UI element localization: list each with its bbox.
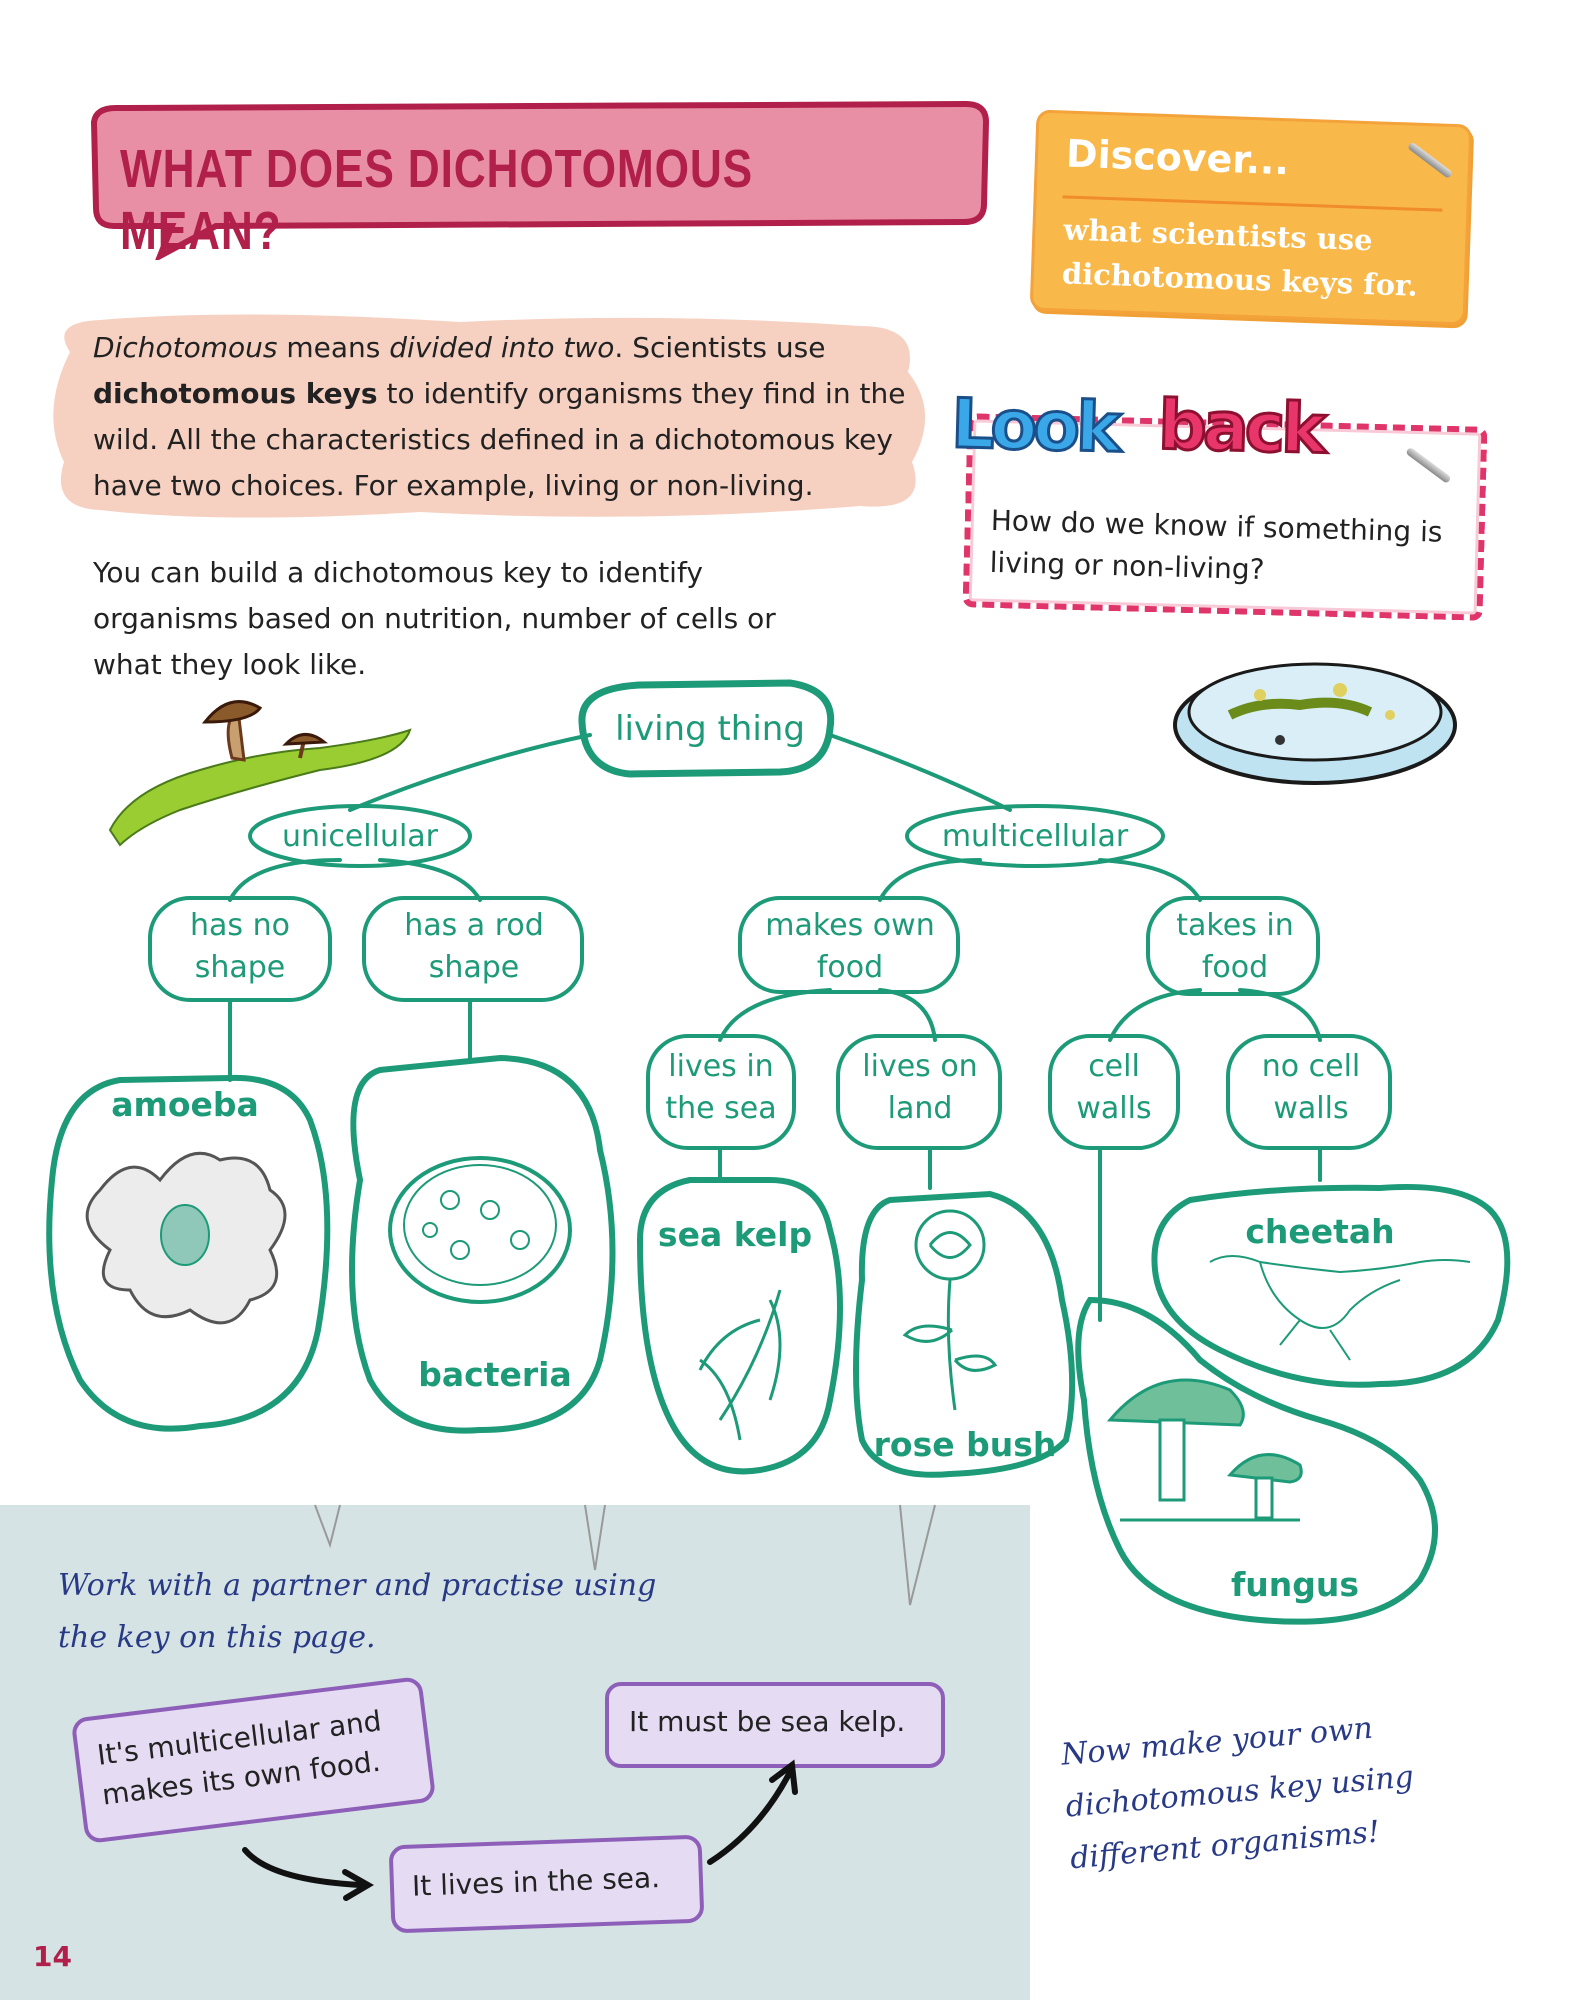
node-cell-walls: cell walls xyxy=(1076,1049,1152,1126)
lookback-logo-look: Look xyxy=(950,384,1119,469)
intro-part1: means xyxy=(277,331,390,364)
arrow-icon xyxy=(245,1765,795,1898)
node-lives-in-the-sea: lives in the sea xyxy=(665,1049,777,1126)
node-unicellular: unicellular xyxy=(281,819,439,854)
page-title: WHAT DOES DICHOTOMOUS MEAN? xyxy=(120,139,754,261)
page-number: 14 xyxy=(33,1940,72,1973)
intro-emphasis: divided into two xyxy=(389,331,615,364)
organism-amoeba: amoeba xyxy=(111,1085,259,1124)
activity-instruction: Work with a partner and practise using the key on this page. xyxy=(58,1568,657,1655)
organism-bacteria: bacteria xyxy=(418,1355,572,1394)
discover-body: what scientists use dichotomous keys for. xyxy=(1061,212,1419,303)
lookback-logo-back: back xyxy=(1157,386,1324,470)
build-paragraph: You can build a dichotomous key to identify organisms based on nutrition, number of cells or what they look like. xyxy=(93,556,776,681)
node-lives-on-land: lives on land xyxy=(862,1049,978,1126)
node-multicellular: multicellular xyxy=(941,819,1129,854)
speech-text-1: It's multicellular and makes its own food. xyxy=(95,1704,384,1812)
discover-heading: Discover... xyxy=(1065,131,1290,184)
intro-word: Dichotomous xyxy=(93,331,278,364)
speech-text-3: It must be sea kelp. xyxy=(629,1705,906,1738)
organism-rose-bush: rose bush xyxy=(873,1425,1057,1464)
organism-cheetah: cheetah xyxy=(1245,1212,1395,1251)
node-has-a-rod-shape: has a rod shape xyxy=(404,908,544,985)
organism-sea-kelp: sea kelp xyxy=(657,1215,813,1254)
node-no-cell-walls: no cell walls xyxy=(1261,1049,1361,1126)
intro-part2: . Scientists use xyxy=(614,331,826,364)
node-makes-own-food: makes own food xyxy=(765,908,935,985)
node-living-thing: living thing xyxy=(615,709,805,749)
speech-text-2: It lives in the sea. xyxy=(411,1861,661,1903)
node-has-no-shape: has no shape xyxy=(190,908,290,985)
node-takes-in-food: takes in food xyxy=(1176,908,1294,985)
intro-bold: dichotomous keys xyxy=(93,377,378,410)
closing-text: Now make your own dichotomous key using different organisms! xyxy=(1059,1710,1416,1877)
organism-fungus: fungus xyxy=(1230,1565,1360,1604)
intro-part3: to identify organisms they find in the wild. All the characteristics defined in a dichotomous key have two choices. For example, living or non-living. xyxy=(93,377,906,502)
lookback-question: How do we know if something is living or non-living? xyxy=(989,503,1443,587)
